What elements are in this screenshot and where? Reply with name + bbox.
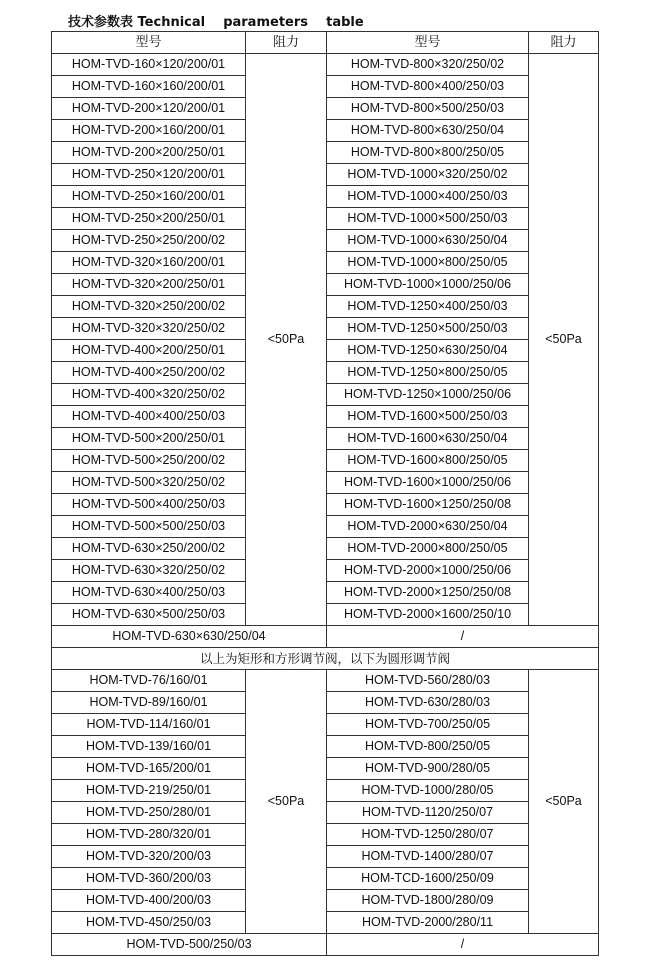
resistance-cell: <50Pa — [529, 670, 599, 934]
model-cell: HOM-TVD-630×630/250/04 — [52, 626, 327, 648]
table-row — [52, 670, 599, 692]
model-cell: HOM-TVD-250×120/200/01 — [52, 164, 246, 186]
model-cell: HOM-TVD-160×120/200/01 — [52, 54, 246, 76]
model-cell: HOM-TVD-1000×630/250/04 — [327, 230, 529, 252]
model-cell: HOM-TVD-500/250/03 — [52, 934, 327, 956]
model-cell: HOM-TVD-2000×1250/250/08 — [327, 582, 529, 604]
table-row — [52, 54, 599, 76]
model-cell: HOM-TVD-800×320/250/02 — [327, 54, 529, 76]
table-body — [52, 54, 599, 956]
model-cell: HOM-TVD-630/280/03 — [327, 692, 529, 714]
model-cell: HOM-TVD-800×500/250/03 — [327, 98, 529, 120]
model-cell: HOM-TVD-1600×500/250/03 — [327, 406, 529, 428]
model-cell: HOM-TVD-320×160/200/01 — [52, 252, 246, 274]
model-cell: / — [327, 626, 599, 648]
model-cell: HOM-TVD-450/250/03 — [52, 912, 246, 934]
model-cell: HOM-TVD-2000×1000/250/06 — [327, 560, 529, 582]
divider-row — [52, 648, 599, 670]
model-cell: HOM-TVD-1800/280/09 — [327, 890, 529, 912]
header-resistance: 阻力 — [246, 32, 327, 54]
model-cell: HOM-TVD-400/200/03 — [52, 890, 246, 912]
model-cell: HOM-TVD-360/200/03 — [52, 868, 246, 890]
model-cell: HOM-TVD-800×800/250/05 — [327, 142, 529, 164]
model-cell: HOM-TVD-2000×1600/250/10 — [327, 604, 529, 626]
model-cell: HOM-TVD-1250×500/250/03 — [327, 318, 529, 340]
model-cell: HOM-TVD-1250×800/250/05 — [327, 362, 529, 384]
model-cell: HOM-TVD-200×120/200/01 — [52, 98, 246, 120]
model-cell: HOM-TVD-630×400/250/03 — [52, 582, 246, 604]
table-title: 技术参数表 Technical parameters table — [68, 15, 364, 30]
model-cell: HOM-TVD-560/280/03 — [327, 670, 529, 692]
model-cell: HOM-TVD-250/280/01 — [52, 802, 246, 824]
model-cell: HOM-TVD-1000×400/250/03 — [327, 186, 529, 208]
resistance-cell: <50Pa — [246, 54, 327, 626]
model-cell: HOM-TVD-500×500/250/03 — [52, 516, 246, 538]
parameters-table — [51, 31, 599, 956]
model-cell: HOM-TVD-200×200/250/01 — [52, 142, 246, 164]
model-cell: HOM-TVD-1000×320/250/02 — [327, 164, 529, 186]
model-cell: HOM-TVD-114/160/01 — [52, 714, 246, 736]
model-cell: HOM-TVD-400×400/250/03 — [52, 406, 246, 428]
model-cell: HOM-TVD-800×630/250/04 — [327, 120, 529, 142]
header-row — [52, 32, 599, 54]
table-row — [52, 626, 599, 648]
model-cell: HOM-TVD-219/250/01 — [52, 780, 246, 802]
model-cell: HOM-TVD-1000×1000/250/06 — [327, 274, 529, 296]
model-cell: HOM-TVD-1600×630/250/04 — [327, 428, 529, 450]
model-cell: HOM-TVD-400×200/250/01 — [52, 340, 246, 362]
model-cell: HOM-TVD-2000/280/11 — [327, 912, 529, 934]
model-cell: HOM-TVD-800/250/05 — [327, 736, 529, 758]
model-cell: HOM-TVD-200×160/200/01 — [52, 120, 246, 142]
model-cell: HOM-TVD-400×250/200/02 — [52, 362, 246, 384]
model-cell: HOM-TVD-320×200/250/01 — [52, 274, 246, 296]
model-cell: HOM-TVD-2000×800/250/05 — [327, 538, 529, 560]
model-cell: HOM-TVD-500×400/250/03 — [52, 494, 246, 516]
model-cell: HOM-TVD-320×250/200/02 — [52, 296, 246, 318]
table-row — [52, 934, 599, 956]
model-cell: HOM-TVD-630×250/200/02 — [52, 538, 246, 560]
model-cell: HOM-TVD-76/160/01 — [52, 670, 246, 692]
model-cell: HOM-TVD-1250×630/250/04 — [327, 340, 529, 362]
model-cell: HOM-TVD-500×250/200/02 — [52, 450, 246, 472]
model-cell: HOM-TVD-1000/280/05 — [327, 780, 529, 802]
model-cell: HOM-TVD-800×400/250/03 — [327, 76, 529, 98]
divider-note: 以上为矩形和方形调节阀，以下为圆形调节阀 — [52, 648, 599, 670]
header-model: 型号 — [52, 32, 246, 54]
model-cell: HOM-TVD-250×160/200/01 — [52, 186, 246, 208]
model-cell: HOM-TVD-165/200/01 — [52, 758, 246, 780]
header-model-2: 型号 — [327, 32, 529, 54]
model-cell: HOM-TVD-1600×800/250/05 — [327, 450, 529, 472]
model-cell: HOM-TVD-1000×500/250/03 — [327, 208, 529, 230]
model-cell: HOM-TVD-280/320/01 — [52, 824, 246, 846]
model-cell: HOM-TVD-1250/280/07 — [327, 824, 529, 846]
resistance-cell: <50Pa — [529, 54, 599, 626]
model-cell: HOM-TVD-900/280/05 — [327, 758, 529, 780]
header-resistance-2: 阻力 — [529, 32, 599, 54]
model-cell: HOM-TVD-1120/250/07 — [327, 802, 529, 824]
model-cell: HOM-TVD-139/160/01 — [52, 736, 246, 758]
model-cell: HOM-TVD-500×200/250/01 — [52, 428, 246, 450]
model-cell: HOM-TVD-500×320/250/02 — [52, 472, 246, 494]
model-cell: HOM-TVD-630×320/250/02 — [52, 560, 246, 582]
model-cell: HOM-TVD-1000×800/250/05 — [327, 252, 529, 274]
model-cell: HOM-TVD-700/250/05 — [327, 714, 529, 736]
resistance-cell: <50Pa — [246, 670, 327, 934]
model-cell: HOM-TVD-2000×630/250/04 — [327, 516, 529, 538]
model-cell: / — [327, 934, 599, 956]
model-cell: HOM-TVD-320×320/250/02 — [52, 318, 246, 340]
model-cell: HOM-TVD-1250×1000/250/06 — [327, 384, 529, 406]
model-cell: HOM-TVD-160×160/200/01 — [52, 76, 246, 98]
model-cell: HOM-TVD-320/200/03 — [52, 846, 246, 868]
model-cell: HOM-TVD-1600×1000/250/06 — [327, 472, 529, 494]
model-cell: HOM-TCD-1600/250/09 — [327, 868, 529, 890]
model-cell: HOM-TVD-1400/280/07 — [327, 846, 529, 868]
model-cell: HOM-TVD-89/160/01 — [52, 692, 246, 714]
model-cell: HOM-TVD-1250×400/250/03 — [327, 296, 529, 318]
model-cell: HOM-TVD-1600×1250/250/08 — [327, 494, 529, 516]
model-cell: HOM-TVD-250×250/200/02 — [52, 230, 246, 252]
model-cell: HOM-TVD-630×500/250/03 — [52, 604, 246, 626]
model-cell: HOM-TVD-400×320/250/02 — [52, 384, 246, 406]
model-cell: HOM-TVD-250×200/250/01 — [52, 208, 246, 230]
